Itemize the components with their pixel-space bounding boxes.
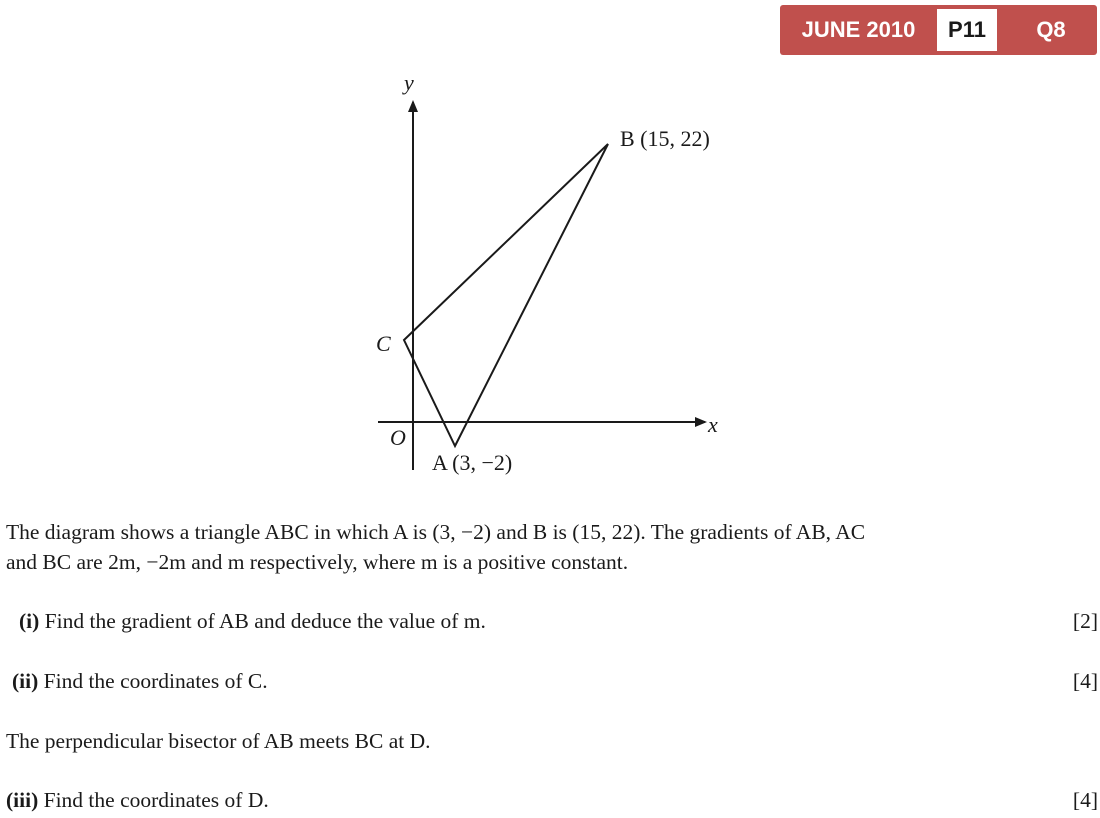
paper-label: P11 [937, 9, 997, 51]
exam-date-label: JUNE 2010 [801, 17, 916, 42]
origin-label: O [390, 425, 406, 450]
y-axis-label: y [404, 70, 414, 95]
part-i-marks: [2] [1072, 609, 1098, 633]
triangle-abc [404, 144, 608, 446]
part-ii-marks: [4] [1072, 669, 1098, 693]
intro-line-2: and BC are 2m, −2m and m respectively, where m is a positive constant. [6, 550, 629, 574]
point-a-label: A (3, −2) [432, 450, 513, 475]
point-c-label: C [376, 331, 391, 356]
bisector-text: The perpendicular bisector of AB meets BC at D. [6, 729, 431, 753]
x-axis-label: x [708, 412, 718, 437]
part-iii-number: (iii) [6, 788, 39, 812]
part-ii [6, 667, 1098, 696]
part-i-text: Find the gradient of AB and deduce the value of m. [44, 609, 486, 633]
part-ii-text: Find the coordinates of C. [43, 669, 268, 693]
part-ii-number: (ii) [12, 669, 39, 693]
question-label: Q8 [1036, 17, 1066, 42]
part-iii-marks: [4] [1072, 788, 1098, 812]
part-iii [6, 786, 1098, 815]
part-i-number: (i) [19, 609, 40, 633]
point-b-label: B (15, 22) [620, 126, 710, 151]
part-iii-text: Find the coordinates of D. [43, 788, 269, 812]
part-i [6, 607, 1098, 636]
intro-line-1: The diagram shows a triangle ABC in which A is (3, −2) and B is (15, 22). The gradients of AB, AC [6, 520, 866, 544]
